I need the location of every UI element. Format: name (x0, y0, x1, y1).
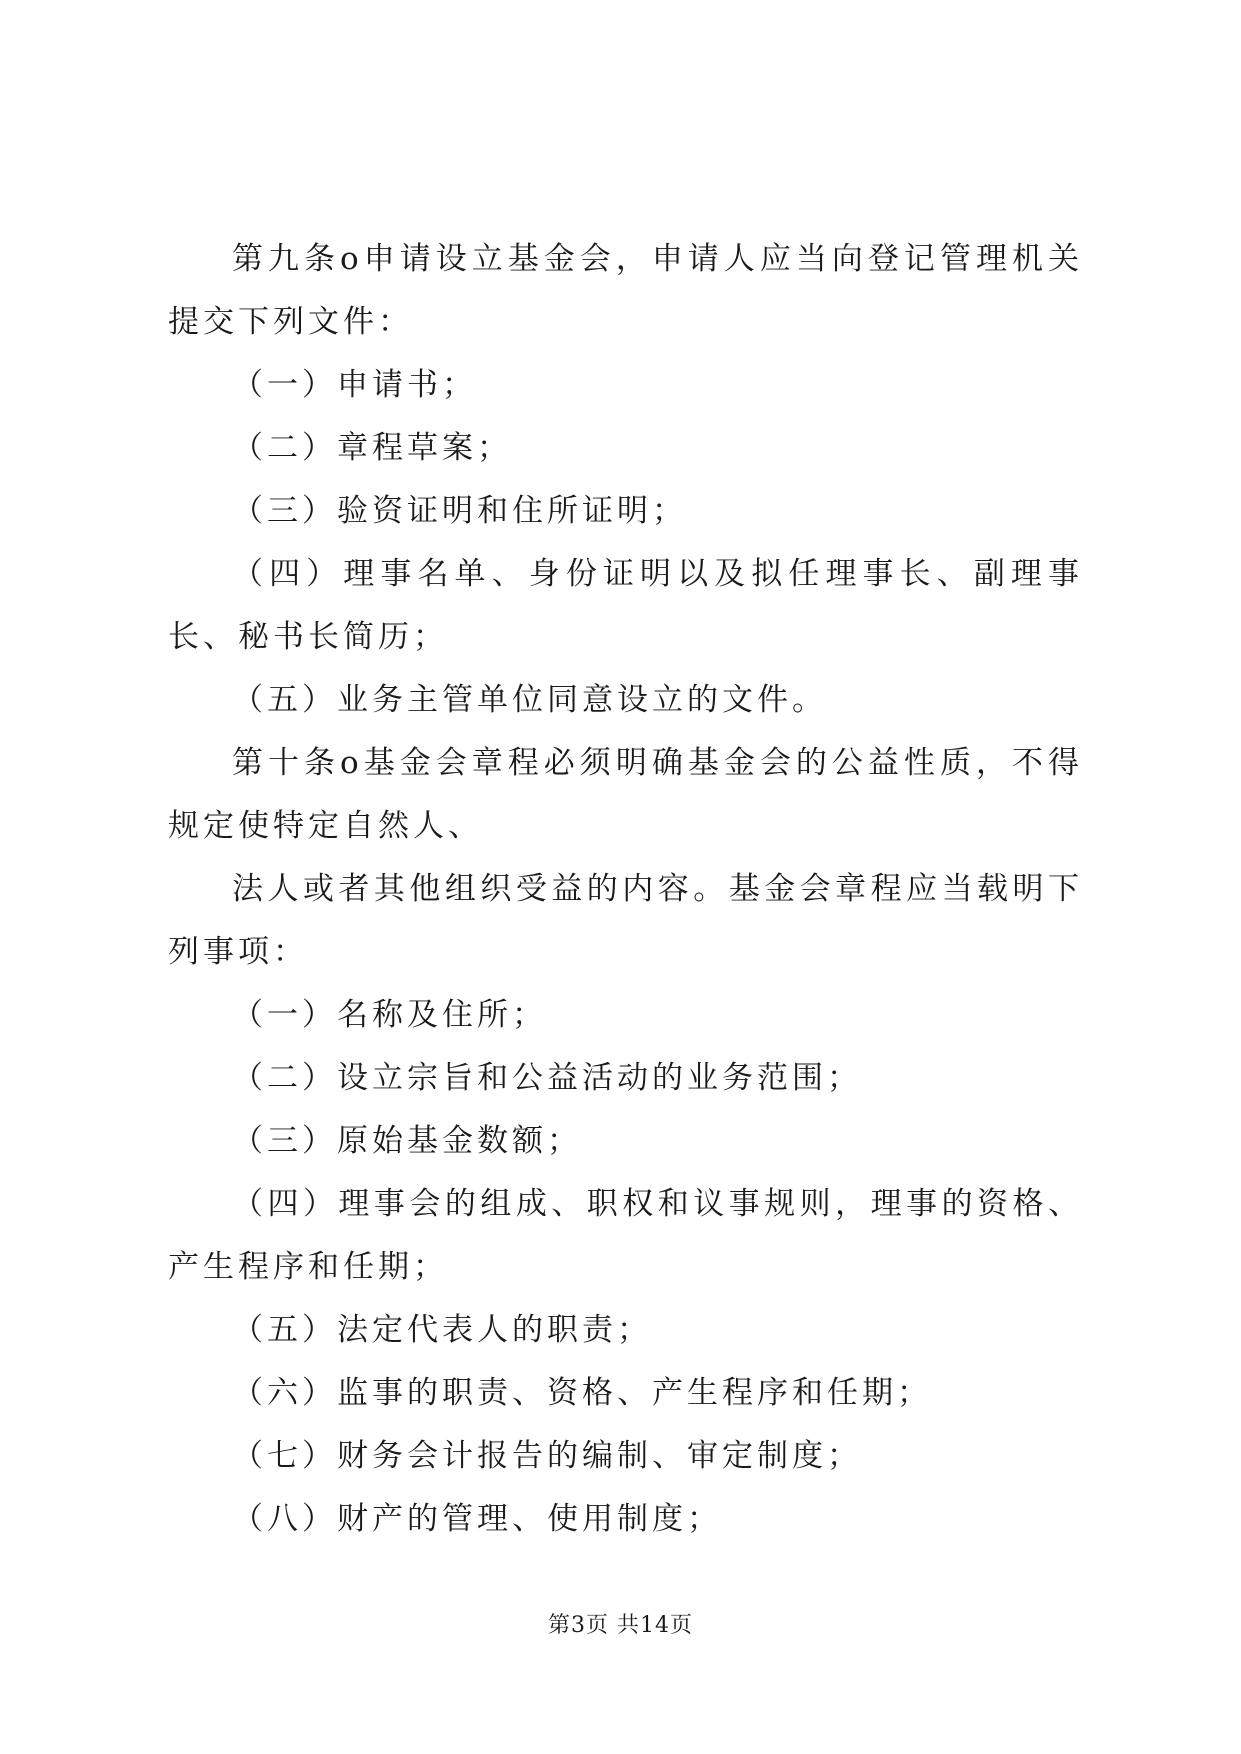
list-item: （六）监事的职责、资格、产生程序和任期； (232, 1375, 932, 1411)
list-item: （八）财产的管理、使用制度； (232, 1501, 722, 1537)
page-number-footer: 第3页 共14页 (548, 1613, 693, 1638)
list-item: （四）理事名单、身份证明以及拟任理事长、副理事长、秘书长简历； (168, 556, 1083, 655)
list-item: （二）章程草案； (232, 430, 512, 466)
paragraph-article-9: 第九条o申请设立基金会，申请人应当向登记管理机关提交下列文件： (168, 241, 1083, 340)
list-item: （三）验资证明和住所证明； (232, 493, 687, 529)
list-item: （四）理事会的组成、职权和议事规则，理事的资格、产生程序和任期； (168, 1186, 1083, 1285)
document-body (168, 228, 1083, 1551)
paragraph-article-10-continued: 法人或者其他组织受益的内容。基金会章程应当载明下列事项： (168, 871, 1083, 970)
list-item: （三）原始基金数额； (232, 1123, 582, 1159)
paragraph-article-10: 第十条o基金会章程必须明确基金会的公益性质，不得规定使特定自然人、 (168, 745, 1083, 844)
list-item: （五）法定代表人的职责； (232, 1312, 652, 1348)
list-item: （一）名称及住所； (232, 997, 547, 1033)
list-item: （七）财务会计报告的编制、审定制度； (232, 1438, 862, 1474)
list-item: （一）申请书； (232, 367, 477, 403)
list-item: （二）设立宗旨和公益活动的业务范围； (232, 1060, 862, 1096)
list-item: （五）业务主管单位同意设立的文件。 (232, 682, 827, 718)
